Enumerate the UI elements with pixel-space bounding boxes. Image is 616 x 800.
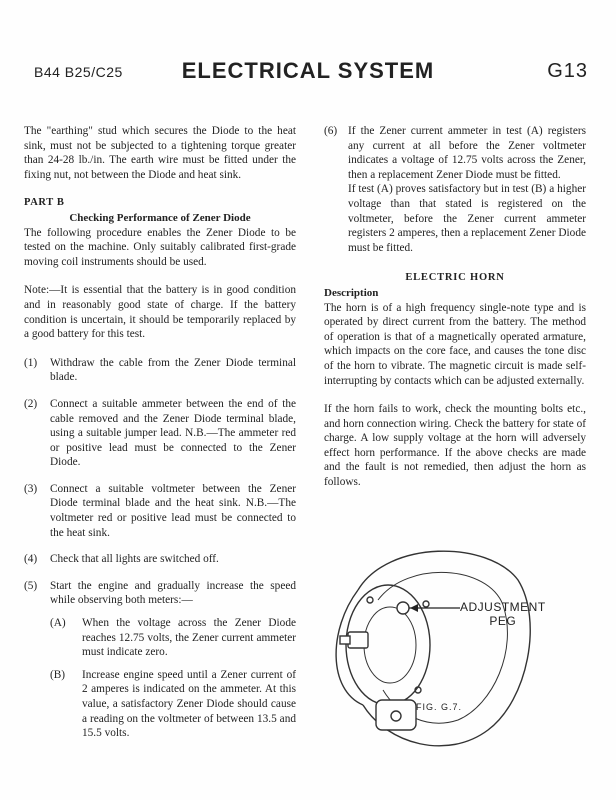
intro-paragraph: The "earthing" stud which secures the Diode to the heat sink, must not be subjected to a tightening torque greater than 24-28 lb./in. The earth wire must be fitted under the fixing nut, not between the Diode and heat sink. xyxy=(24,125,296,181)
substep-item xyxy=(50,668,296,741)
substep-item xyxy=(50,616,296,660)
description-heading: Description xyxy=(324,286,379,299)
step-number: (5) xyxy=(24,579,38,592)
substep-text: Increase engine speed until a Zener current of 2 amperes is indicated on the ammeter. At this value, a satisfactory Zener Diode should cause a reading on the voltmeter of between 13.5 and 15.5 volts. xyxy=(82,668,296,740)
step-text: Connect a suitable voltmeter between the Zener Diode terminal blade and the heat sink. N.B.—The voltmeter red or positive lead must be connected to the heat sink. xyxy=(50,482,296,539)
adjustment-peg xyxy=(397,602,409,614)
callout-arrow xyxy=(410,604,418,612)
step-item xyxy=(24,579,296,741)
figure-caption: FIG. G.7. xyxy=(415,702,462,712)
step-number: (6) xyxy=(324,125,338,137)
step-text: Check that all lights are switched off. xyxy=(50,553,219,566)
description-paragraph: The horn is of a high frequency single-note type and is operated by direct current from the battery. The method of operation is that of a magnetically operated armature, which impacts on the core face, and causes the tone disc of the horn to vibrate. The magnetic circuit is made self-interrupting by contacts which can be adjusted externally. xyxy=(324,301,586,387)
left-column xyxy=(24,124,296,753)
step-text: Withdraw the cable from the Zener Diode terminal blade. xyxy=(50,356,296,384)
right-column xyxy=(324,124,586,490)
substep-letter: (A) xyxy=(50,617,66,630)
step-number: (4) xyxy=(24,553,38,566)
page-number: G13 xyxy=(547,60,588,82)
horn-tone-disc xyxy=(364,607,416,683)
section-heading: Checking Performance of Zener Diode xyxy=(69,211,251,224)
rim-screw xyxy=(367,597,373,603)
horn-heading: ELECTRIC HORN xyxy=(405,272,505,284)
step-item xyxy=(24,397,296,470)
step-item xyxy=(24,552,296,567)
step-number: (1) xyxy=(24,356,38,369)
page-title: ELECTRICAL SYSTEM xyxy=(181,58,435,83)
note-paragraph: Note:—It is essential that the battery is in good condition and in reasonably good state of charge. If the battery condition is uncertain, it should be temporarily replaced by a good battery for this test. xyxy=(24,284,296,341)
terminal-stud xyxy=(348,632,368,648)
step-text: If the Zener current ammeter in test (A) registers any current at all before the Zener voltmeter indicates a voltage of 12.75 volts across the Zener, then a replacement Zener Diode must be fitted. xyxy=(348,125,586,181)
step-text: Connect a suitable ammeter between the end of the cable removed and the Zener Diode terminal blade, using a suitable jumper lead. N.B.—The ammeter red or positive lead must be connected to the Zener Diode. xyxy=(50,397,296,469)
adjustment-peg-callout: ADJUSTMENT PEG xyxy=(460,600,546,628)
step-number: (3) xyxy=(24,482,38,495)
step-item xyxy=(324,124,586,255)
step-item xyxy=(24,482,296,540)
step-item xyxy=(24,356,296,385)
terminal-nut xyxy=(340,636,350,644)
horn-illustration xyxy=(318,520,598,780)
horn-fault-paragraph: If the horn fails to work, check the mounting bolts etc., and horn connection wiring. Check the battery for state of charge. A low supply voltage at the horn will adversely effect horn performance. If the above checks are made and the fault is not remedied, then adjust the horn as follows. xyxy=(324,403,586,489)
step-text-continued: If test (A) proves satisfactory but in test (B) a higher voltage than that stated is registered on the voltmeter, before the Zener current ammeter registers 2 amperes, then a replacement Zener Diode must be fitted. xyxy=(348,183,586,254)
substep-text: When the voltage across the Zener Diode reaches 12.75 volts, the Zener current ammeter must indicate zero. xyxy=(82,617,296,659)
part-heading: PART B xyxy=(24,197,65,209)
header-model: B44 B25/C25 xyxy=(34,64,123,80)
section-paragraph: The following procedure enables the Zener Diode to be tested on the machine. Only suitably calibrated first-grade moving coil instruments should be used. xyxy=(24,226,296,268)
step-text: Start the engine and gradually increase the speed while observing both meters:— xyxy=(50,579,296,607)
rim-screw xyxy=(423,601,429,607)
substep-letter: (B) xyxy=(50,668,66,681)
step-number: (2) xyxy=(24,397,38,410)
